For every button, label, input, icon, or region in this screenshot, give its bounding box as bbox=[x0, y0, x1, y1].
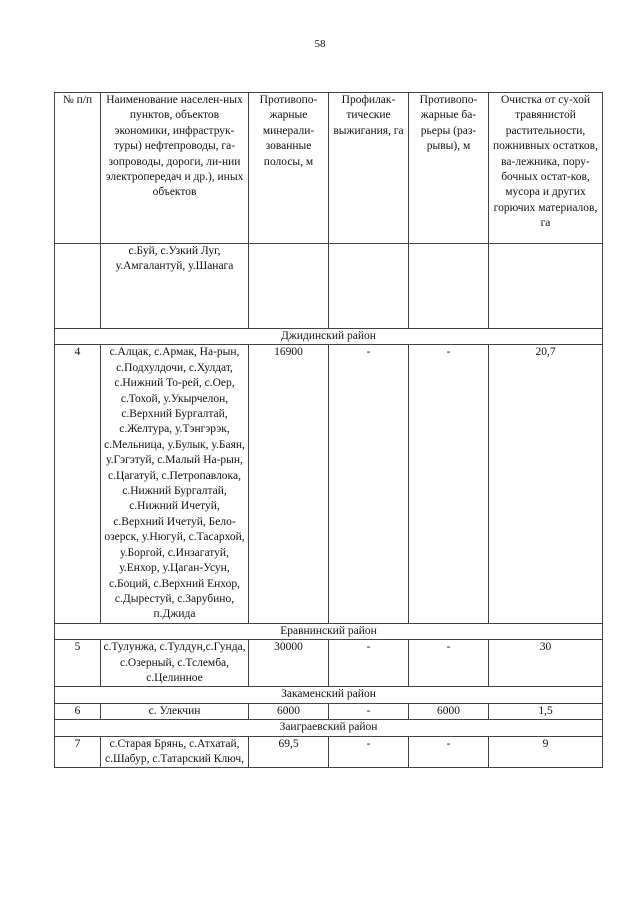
cell-prophylactic-burning: - bbox=[329, 736, 409, 768]
cell-number bbox=[55, 244, 101, 329]
header-prophylactic-burning: Профилак-тические выжигания, га bbox=[329, 93, 409, 244]
cell-object-names: с.Буй, с.Узкий Луг, у.Амгалантуй, у.Шанага bbox=[101, 244, 249, 329]
cell-fire-barriers: - bbox=[409, 736, 489, 768]
table-row bbox=[55, 244, 603, 329]
cell-cleaning: 1,5 bbox=[489, 703, 603, 719]
table-header-row bbox=[55, 93, 603, 244]
cell-prophylactic-burning: - bbox=[329, 640, 409, 687]
page-number: 58 bbox=[314, 38, 326, 50]
cell-fire-barriers: 6000 bbox=[409, 703, 489, 719]
cell-prophylactic-burning: - bbox=[329, 345, 409, 623]
cell-cleaning: 9 bbox=[489, 736, 603, 768]
header-number: № п/п bbox=[55, 93, 101, 244]
table-row bbox=[55, 640, 603, 687]
cell-object-names: с.Алцак, с.Армак, На-рын, с.Подхулдочи, с.Хулдат, с.Нижний То-рей, с.Оер, с.Тохой, у.Укырчелон, с.Верхний Бургалтай, с.Желтура, у.Тэнгэрэк, с.Мельница, у.Булык, у.Баян, у.Гэгэтуй, с.Малый На-рын, с.Цагатуй, с.Петропавлока, с.Нижний Бургалтай, с.Нижний Ичетуй, с.Верхний Ичетуй, Бело-озерск, у.Нюгуй, с.Тасархой, у.Боргой, с.Инзагатуй, у.Енхор, у.Цаган-Усун, с.Боций, с.Верхний Енхор, с.Дырестуй, с.Зарубино, п.Джида bbox=[101, 345, 249, 623]
cell-mineral-strips: 30000 bbox=[249, 640, 329, 687]
district-heading: Заиграевский район bbox=[55, 720, 603, 736]
cell-fire-barriers: - bbox=[409, 345, 489, 623]
header-cleaning: Очистка от су-хой травянистой растительности, пожнивных остатков, ва-лежника, пору-бочных остат-ков, мусора и других горючих материалов, га bbox=[489, 93, 603, 244]
district-heading: Еравнинский район bbox=[55, 623, 603, 639]
cell-number: 7 bbox=[55, 736, 101, 768]
cell-fire-barriers bbox=[409, 244, 489, 329]
cell-cleaning bbox=[489, 244, 603, 329]
district-row bbox=[55, 720, 603, 736]
cell-number: 4 bbox=[55, 345, 101, 623]
header-fire-barriers: Противопо-жарные ба-рьеры (раз-рывы), м bbox=[409, 93, 489, 244]
cell-number: 6 bbox=[55, 703, 101, 719]
table-row bbox=[55, 736, 603, 768]
table-row bbox=[55, 703, 603, 719]
cell-prophylactic-burning: - bbox=[329, 703, 409, 719]
header-mineral-strips: Противопо-жарные минерали-зованные полосы, м bbox=[249, 93, 329, 244]
district-row bbox=[55, 623, 603, 639]
cell-object-names: с.Старая Брянь, с.Атхатай, с.Шабур, с.Татарский Ключ, bbox=[101, 736, 249, 768]
cell-fire-barriers: - bbox=[409, 640, 489, 687]
cell-cleaning: 20,7 bbox=[489, 345, 603, 623]
cell-object-names: с.Тулунжа, с.Тулдун,с.Гунда, с.Озерный, с.Тслемба, с.Целинное bbox=[101, 640, 249, 687]
fire-prevention-table bbox=[54, 92, 603, 768]
cell-cleaning: 30 bbox=[489, 640, 603, 687]
cell-object-names: с. Улекчин bbox=[101, 703, 249, 719]
cell-mineral-strips bbox=[249, 244, 329, 329]
cell-mineral-strips: 69,5 bbox=[249, 736, 329, 768]
cell-prophylactic-burning bbox=[329, 244, 409, 329]
district-row bbox=[55, 329, 603, 345]
district-heading: Джидинский район bbox=[55, 329, 603, 345]
table-row bbox=[55, 345, 603, 623]
cell-mineral-strips: 6000 bbox=[249, 703, 329, 719]
district-row bbox=[55, 687, 603, 703]
district-heading: Закаменский район bbox=[55, 687, 603, 703]
cell-number: 5 bbox=[55, 640, 101, 687]
header-object-names: Наименование населен-ных пунктов, объектов экономики, инфраструк-туры) нефтепроводы, га-зопроводы, дороги, ли-нии электропередач и др.), иных объектов bbox=[101, 93, 249, 244]
cell-mineral-strips: 16900 bbox=[249, 345, 329, 623]
